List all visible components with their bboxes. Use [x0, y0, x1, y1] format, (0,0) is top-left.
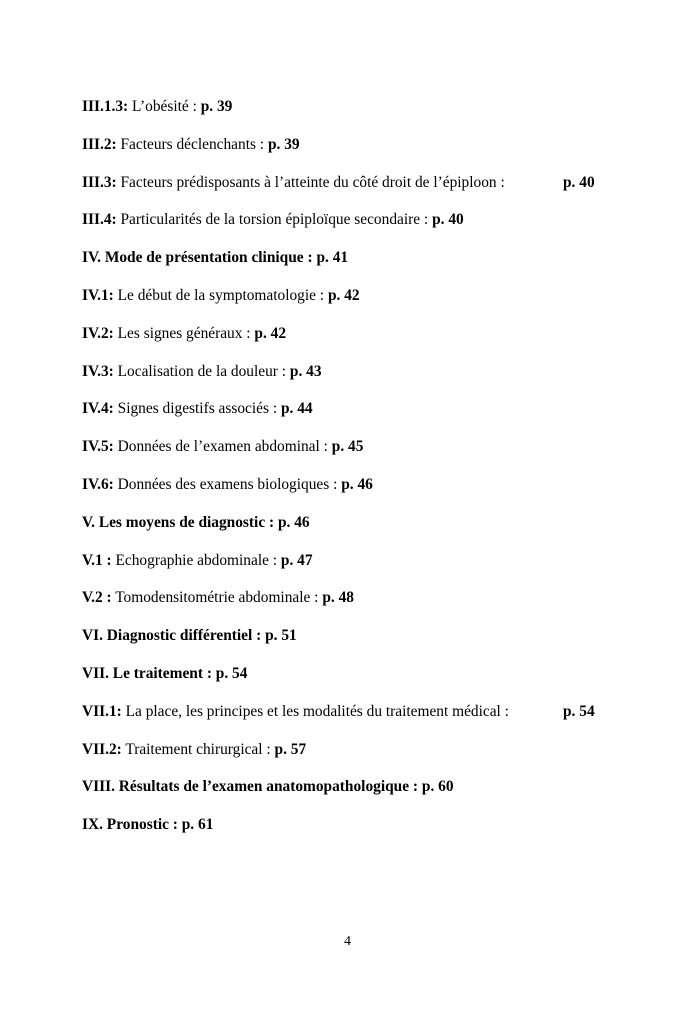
toc-entry-iii-4 — [82, 210, 622, 248]
toc-section-title: Pronostic : — [102, 816, 182, 834]
toc-section-number: V. — [82, 513, 95, 531]
toc-section-title: Diagnostic différentiel : — [102, 627, 266, 645]
toc-page-ref: p. 40 — [563, 173, 595, 191]
toc-section-number: III.2: — [82, 135, 117, 153]
toc-page-ref: p. 47 — [280, 551, 313, 569]
toc-page-ref: p. 42 — [254, 324, 287, 342]
toc-section-number: VI. — [82, 627, 103, 645]
toc-section-title: Le début de la symptomatologie : — [113, 286, 328, 304]
toc-page-ref: p. 48 — [322, 589, 354, 607]
toc-section-number: VII.1: — [82, 702, 122, 720]
toc-section-number: V.2 : — [82, 589, 112, 607]
toc-page-ref: p. 44 — [280, 400, 313, 418]
toc-section-title: Localisation de la douleur : — [113, 362, 290, 380]
toc-section-number: IV.6: — [82, 475, 114, 493]
toc-page-ref: p. 54 — [563, 702, 595, 720]
toc-section-title: Mode de présentation clinique : — [100, 249, 317, 267]
toc-section-title: Facteurs prédisposants à l’atteinte du côté droit de l’épiploon : — [116, 173, 505, 191]
toc-entry-viii — [82, 777, 622, 815]
toc-section-title: L’obésité : — [128, 98, 201, 115]
toc-entry-vii — [82, 664, 622, 702]
toc-page-ref: p. 43 — [289, 362, 322, 380]
toc-section-number: VII.2: — [82, 740, 122, 758]
toc-section-number: V.1 : — [82, 551, 112, 569]
toc-page-ref: p. 61 — [181, 816, 214, 834]
toc-section-title: Données des examens biologiques : — [113, 475, 342, 493]
toc-entry-vi — [82, 626, 622, 664]
toc-section-number: IV.4: — [82, 400, 114, 418]
toc-section-number: III.1.3: — [82, 98, 129, 115]
toc-section-number: VII. — [82, 664, 109, 682]
toc-entry-vii-2 — [82, 740, 622, 778]
toc-section-title: Signes digestifs associés : — [113, 400, 281, 418]
toc-page-ref: p. 41 — [316, 249, 349, 267]
toc-section-title: Données de l’examen abdominal : — [113, 438, 332, 456]
toc-entry-iv-1 — [82, 286, 622, 324]
toc-section-title: Particularités de la torsion épiploïque secondaire : — [116, 211, 433, 229]
toc-entry-iv-3 — [82, 362, 622, 400]
toc-section-title: La place, les principes et les modalités du traitement médical : — [121, 702, 509, 720]
toc-entry-iv-4 — [82, 399, 622, 437]
toc-page-ref: p. 46 — [277, 513, 310, 531]
toc-entry-iv — [82, 248, 622, 286]
toc-entry-ix — [82, 815, 622, 853]
toc-page-ref: p. 42 — [327, 286, 360, 304]
toc-entry-v — [82, 513, 622, 551]
toc-page-ref: p. 60 — [421, 778, 454, 796]
toc-section-number: IV.2: — [82, 324, 114, 342]
toc-entry-iii-1-3 — [82, 97, 622, 135]
toc-page-ref: p. 46 — [341, 475, 373, 493]
toc-section-title: Les moyens de diagnostic : — [94, 513, 278, 531]
toc-entry-iii-2 — [82, 135, 622, 173]
toc-section-number: IV.5: — [82, 438, 114, 456]
toc-entry-iii-3 — [82, 173, 622, 211]
toc-section-title: Les signes généraux : — [113, 324, 255, 342]
toc-section-number: IV.3: — [82, 362, 114, 380]
toc-page-ref: p. 45 — [331, 438, 364, 456]
toc-page-ref: p. 54 — [215, 664, 248, 682]
toc-section-title: Tomodensitométrie abdominale : — [111, 589, 323, 607]
toc-entry-iv-2 — [82, 324, 622, 362]
toc-section-title: Le traitement : — [108, 664, 216, 682]
toc-section-number: III.4: — [82, 211, 117, 229]
toc-page-ref: p. 40 — [432, 211, 464, 229]
toc-entry-v-2 — [82, 588, 622, 626]
table-of-contents — [82, 97, 622, 853]
toc-section-number: VIII. — [82, 778, 115, 796]
toc-section-title: Résultats de l’examen anatomopathologique : — [114, 778, 422, 796]
toc-page-ref: p. 57 — [274, 740, 307, 758]
toc-section-title: Facteurs déclenchants : — [116, 135, 268, 153]
toc-section-number: III.3: — [82, 173, 117, 191]
toc-section-number: IX. — [82, 816, 103, 834]
toc-section-title: Traitement chirurgical : — [121, 740, 275, 758]
toc-section-number: IV.1: — [82, 286, 114, 304]
toc-section-title: Echographie abdominale : — [111, 551, 281, 569]
toc-page-ref: p. 51 — [265, 627, 297, 645]
toc-page-ref: p. 39 — [200, 98, 233, 115]
toc-entry-vii-1 — [82, 702, 622, 740]
toc-section-number: IV. — [82, 249, 101, 267]
page-number: 4 — [344, 934, 351, 949]
toc-entry-iv-5 — [82, 437, 622, 475]
toc-page-ref: p. 39 — [267, 135, 300, 153]
toc-entry-v-1 — [82, 551, 622, 589]
toc-entry-iv-6 — [82, 475, 622, 513]
